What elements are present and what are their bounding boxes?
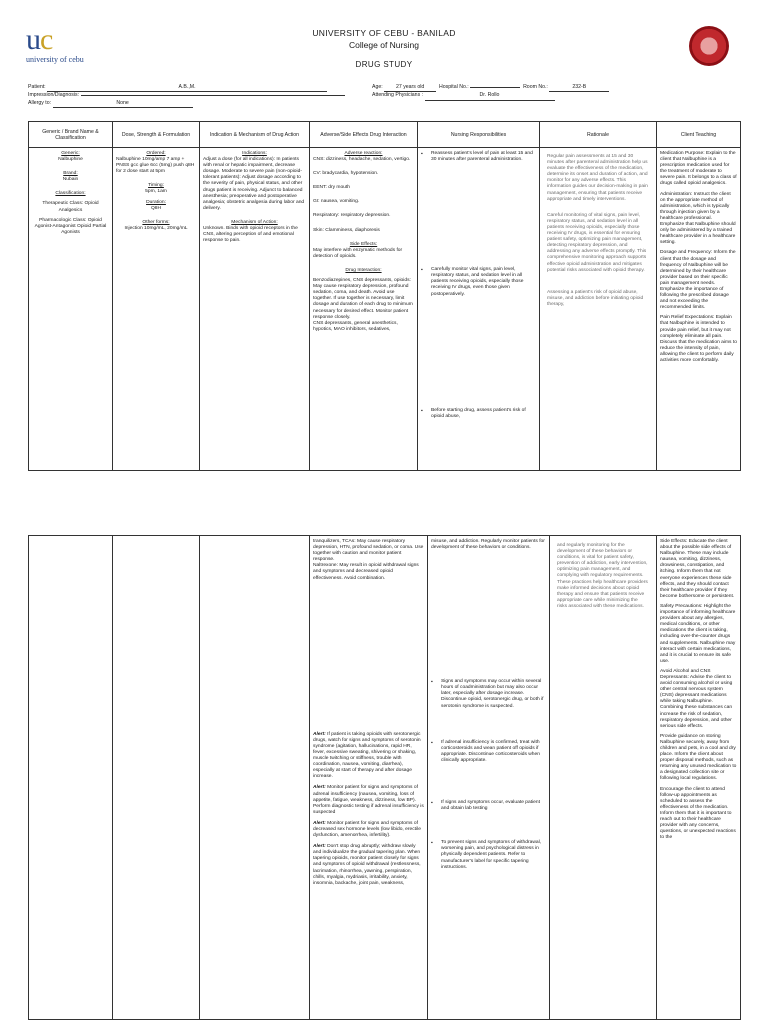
col-header-generic: Generic / Brand Name & Classification	[29, 122, 113, 148]
teaching-item: Side Effects: Educate the client about the possible side effects of Nalbuphine. These may include nausea, vomiting, dizziness, drowsiness, constipation, and itching. Inform them that not everyone experiences these side effects, and they should contact their healthcare provider if they become bothersome or persistent.	[660, 539, 735, 599]
drug-study-table-page1	[28, 121, 741, 471]
alert-item: Alert: Don't stop drug abruptly; withdraw slowly and individualize the gradual tapering plan. When tapering opioids, monitor patient closely for signs and symptoms of opioid withdrawal (restlessness, lacrimation, rhinorrhea, yawning, perspiration, chills, myalgia, mydriasis, irritability, anxiety, insomnia, backache, joint pain, weakness,	[313, 844, 421, 886]
cell-nursing-cont	[428, 536, 550, 1020]
room-label: Room No.:	[523, 84, 548, 90]
cell-generic-cont	[29, 536, 113, 1020]
alert-label: Alert:	[313, 844, 326, 850]
cell-generic	[29, 148, 113, 471]
age-label: Age:	[372, 84, 383, 90]
generic-heading: Generic:	[61, 151, 80, 156]
therapeutic-class: Therapeutic Class: Opioid Analgesics	[42, 201, 99, 213]
nursing-item: ▪ Reassess patient's level of pain at least 15 and 30 minutes after parenteral administration.	[421, 151, 536, 163]
room-value: 232-B	[549, 84, 609, 92]
alert-label: Alert:	[313, 785, 326, 791]
mechanism-heading: Mechanism of Action:	[231, 219, 278, 225]
teaching-item: Pain Relief Expectations: Explain that Nalbuphine is intended to provide pain relief, but it may not completely eliminate all pain. Discuss that the medication aims to reduce the intensity of pain, allowing the client to perform daily activities more comfortably.	[660, 315, 737, 363]
adverse-eent: EENT: dry mouth	[313, 185, 350, 191]
teaching-item: Dosage and Frequency: Inform the client that the dosage and frequency of Nalbuphine will be determined by their healthcare provider based on their specific pain management needs. Emphasize the importance of following the prescribed dosage and not exceeding the recommended limits.	[660, 250, 736, 311]
nursing-item: ▪ Before starting drug, assess patient's risk of opioid abuse,	[421, 408, 536, 420]
drug-interaction-cont: tranquilizers, TCAs: May cause respiratory depression, HTN, profound sedation, or coma. Use together with caution and monitor patient response.	[313, 539, 424, 563]
adverse-cv: CV: bradycardia, hypotension.	[313, 171, 379, 177]
col-header-adverse: Adverse/Side Effects Drug Interaction	[310, 122, 418, 148]
classification-heading: Classification:	[55, 191, 86, 197]
col-header-dose: Dose, Strength & Formulation	[113, 122, 200, 148]
nursing-item: ▪ If signs and symptoms occur, evaluate patient and obtain lab testing	[431, 800, 546, 812]
adverse-respiratory: Respiratory: respiratory depression.	[313, 213, 391, 219]
university-name: UNIVERSITY OF CEBU - BANILAD	[312, 28, 456, 38]
alert-item: Alert: Monitor patient for signs and symptoms of decreased sex hormone levels (low libido, erectile dysfunction, amenorrhea, infertility).	[313, 820, 421, 839]
age-value: 27 years old	[384, 84, 436, 92]
nursing-item: ▪ If adrenal insufficiency is confirmed, treat with corticosteroids and wean patient off opioids if appropriate. Discontinue corticosteroids when clinically appropriate.	[431, 740, 546, 764]
logo-subtitle: university of cebu	[26, 55, 84, 64]
teaching-item: Medication Purpose: Explain to the client that Nalbuphine is a prescription medication used for the treatment of moderate to severe pain. It belongs to a class of drugs called opioid analgesics.	[660, 151, 737, 187]
indications-value: Adjust a dose (for all indications): In patients with renal or hepatic impairment, decrease dosage. Moderate to severe pain (non-opioid-tolerant patients): Adjust dosage according to the severity of pain, physical status, and other drugs patient is receiving. Adjunct to balanced anesthesia; preoperative and postoperative analgesia; obstetric analgesia during labor and delivery.	[203, 157, 305, 211]
table-row	[29, 536, 741, 1020]
nursing-item: ▪ Carefully monitor vital signs, pain level, respiratory status, and sedation level in all patients receiving opioids, especially those receiving IV drugs, even those given postoperatively.	[421, 267, 536, 297]
other-forms-value: Injection 10mg/mL, 20mg/mL	[124, 225, 188, 231]
logo-mark: uc	[26, 23, 53, 56]
cell-rationale-cont	[550, 536, 657, 1020]
cell-adverse	[310, 148, 418, 471]
teaching-item: Avoid Alcohol and CNS Depressants: Advise the client to avoid consuming alcohol or using other central nervous system (CNS) depressant medications while taking Nalbuphine. Combining these substances can increase the risk of sedation, respiratory depression, and other serious side effects.	[660, 668, 733, 729]
alert-label: Alert:	[313, 731, 326, 737]
ordered-value: Nalbuphine 10mg/amp 7 amp + PNSS gcc glue 6cc (5mg) push q8H for 2 dose start at 5pm	[116, 157, 195, 175]
impression-value	[81, 95, 345, 96]
brand-heading: Brand:	[63, 171, 78, 177]
cell-dose	[113, 148, 200, 471]
cell-nursing	[418, 148, 540, 471]
duration-heading: Duration:	[146, 199, 166, 205]
allergy-label: Allergy to:	[28, 99, 52, 106]
nursing-item: ▪ To prevent signs and symptoms of withdrawal, worsening pain, and psychological distress in physically dependent patients. Refer to manufacturer's label for specific tapering instructions.	[431, 840, 546, 870]
drug-study-table-page2	[28, 535, 741, 1020]
duration-value: Q8H	[150, 205, 162, 211]
hospital-value	[470, 87, 520, 88]
timing-value: 5pm, 1am	[145, 189, 167, 195]
col-header-nursing: Nursing Responsibilities	[418, 122, 540, 148]
side-effects-heading: Side Effects:	[349, 241, 378, 247]
alert-item: Alert: If patient is taking opioids with serotonergic drugs, watch for signs and symptoms of serotonin syndrome (agitation, hallucinations, rapid HR, fever, excessive sweating, shivering or shaking, muscle twitching or stiffness, trouble with coordination, nausea, vomiting, diarrhea), especially at start of therapy and after dosage increase.	[313, 731, 421, 780]
timing-heading: Timing:	[148, 183, 164, 189]
mechanism-value: Unknown. Binds with opioid receptors in the CNS, altering perception of and emotional response to pain.	[203, 226, 298, 244]
drug-interaction-naltrexone: Naltrexone: May result in opioid withdrawal signs and symptoms and decreased opioid effectiveness. Avoid combination.	[313, 563, 419, 581]
rationale-item: Assessing a patient's risk of opioid abuse, misuse, and addiction before initiating opioid therapy,	[547, 289, 644, 307]
indications-heading: Indications:	[242, 151, 267, 156]
document-header	[0, 23, 768, 69]
patient-label: Patient:	[28, 84, 46, 90]
cell-dose-cont	[113, 536, 200, 1020]
teaching-item: Safety Precautions: Highlight the importance of informing healthcare providers about any allergies, medical conditions, or other medications the client is taking, including over-the-counter drugs and supplements. Nalbuphine may interact with certain medications, and it is crucial to ensure its safe use.	[660, 603, 736, 664]
patient-value: A.B.,M.	[47, 84, 327, 92]
adverse-heading: Adverse reaction:	[344, 151, 383, 156]
cell-adverse-cont	[310, 536, 428, 1020]
drug-interaction-1: Benzodiazepines, CNS depressants, opioids: May cause respiratory depression, profound sedation, coma, and death. Avoid use together. If use together is necessary, limit dosage and duration of each drug to minimum necessary for desired effect. Monitor patient response closely.	[313, 278, 413, 320]
nursing-item: ▪ Signs and symptoms may occur within several hours of coadministration but may also occur later, especially after dosage increase. Discontinue opioid, serotonergic drug, or both if serotonin syndrome is suspected.	[431, 679, 546, 709]
cell-teaching-cont	[657, 536, 741, 1020]
alert-label: Alert:	[313, 820, 326, 826]
cell-indication	[200, 148, 310, 471]
alert-item: Alert: Monitor patient for signs and symptoms of adrenal insufficiency (nausea, vomiting, loss of appetite, fatigue, weakness, dizziness, low BP). Perform diagnostic testing if adrenal insufficiency is suspected	[313, 785, 424, 815]
teaching-item: Provide guidance on storing Nalbuphine securely, away from children and pets, in a cool and dry place. Inform the client about proper disposal methods, such as returning any unused medication to a designated collection site or following local regulations.	[660, 733, 737, 782]
brand-value: Nubain	[62, 177, 79, 183]
adverse-skin: Skin: Clamminess, diaphoresis	[313, 227, 380, 233]
cell-indication-cont	[200, 536, 310, 1020]
hospital-label: Hospital No.:	[439, 84, 469, 90]
drug-interaction-2: CNS depressants, general anesthetics, hypotics, MAO inhibitors, sedatives,	[313, 320, 398, 332]
nursing-cont: misuse, and addiction. Regularly monitor patients for development of these behaviors or conditions.	[431, 539, 545, 551]
cell-rationale	[540, 148, 657, 471]
other-forms-heading: Other forms:	[142, 219, 170, 225]
physician-value: Dr. Rollo	[425, 92, 555, 100]
ordered-heading: Ordered:	[146, 151, 166, 156]
col-header-rationale: Rationale	[540, 122, 657, 148]
side-effects-value: May interfere with enzymatic methods for detection of opioids.	[313, 247, 403, 259]
teaching-item: Administration: Instruct the client on the appropriate method of administration, which is typically through injection given by a healthcare professional. Emphasize that Nalbuphine should only be administered by a trained healthcare provider in a healthcare setting.	[660, 191, 736, 246]
cell-teaching	[657, 148, 741, 471]
col-header-indication: Indication & Mechanism of Drug Action	[200, 122, 310, 148]
table-header-row	[29, 122, 741, 148]
impression-label: Impression/Diagnosis:	[28, 92, 80, 99]
table-row	[29, 148, 741, 471]
rationale-item: Careful monitoring of vital signs, pain level, respiratory status, and sedation level in all patients receiving opioids, especially those receiving IV drugs, is essential for ensuring patient safety, optimizing pain management, detecting respiratory depression, and addressing any adverse effects promptly. This comprehensive monitoring approach supports effective opioid administration and mitigates potential risks associated with opioid therapy.	[547, 212, 647, 273]
document-title: DRUG STUDY	[355, 60, 413, 69]
teaching-item: Encourage the client to attend follow-up appointments as scheduled to assess the effectiveness of the medication. Inform them that it is important to reach out to their healthcare provider with any concerns, questions, or unexpected reactions to the	[660, 786, 736, 841]
pharmacologic-class: Pharmacologic Class: Opioid Agonist-Antagonist Opioid Partial Agonists	[34, 217, 107, 235]
generic-value: Nalbuphine	[58, 157, 83, 163]
rationale-item: Regular pain assessments at 15 and 30 minutes after parenteral administration help us evaluate the effectiveness of the medication, determine its onset and duration of action, and monitor for any adverse effects. This information guides our decision-making in pain management, ensuring that patients receive appropriate and timely interventions.	[547, 154, 648, 202]
allergy-value: None	[53, 100, 193, 108]
patient-info-right	[372, 84, 609, 101]
rationale-item: and regularly monitoring for the development of these behaviors or conditions, is vital for patient safety, prevention of addiction, early intervention, optimizing pain management, and complying with regulatory requirements. These practices help healthcare providers make informed decisions about opioid therapy and ensure that patients receive appropriate care while minimizing the risks associated with these medications.	[557, 543, 648, 609]
col-header-teaching: Client Teaching	[657, 122, 741, 148]
college-name: College of Nursing	[349, 40, 419, 50]
drug-interaction-heading: Drug Interaction:	[345, 267, 382, 273]
physician-label: Attending Physicians :	[372, 92, 424, 99]
patient-info-left	[28, 84, 345, 108]
adverse-cns: CNS: dizziness, headache, sedation, vertigo.	[313, 157, 411, 163]
adverse-gi: GI: nausea, vomiting.	[313, 199, 360, 205]
